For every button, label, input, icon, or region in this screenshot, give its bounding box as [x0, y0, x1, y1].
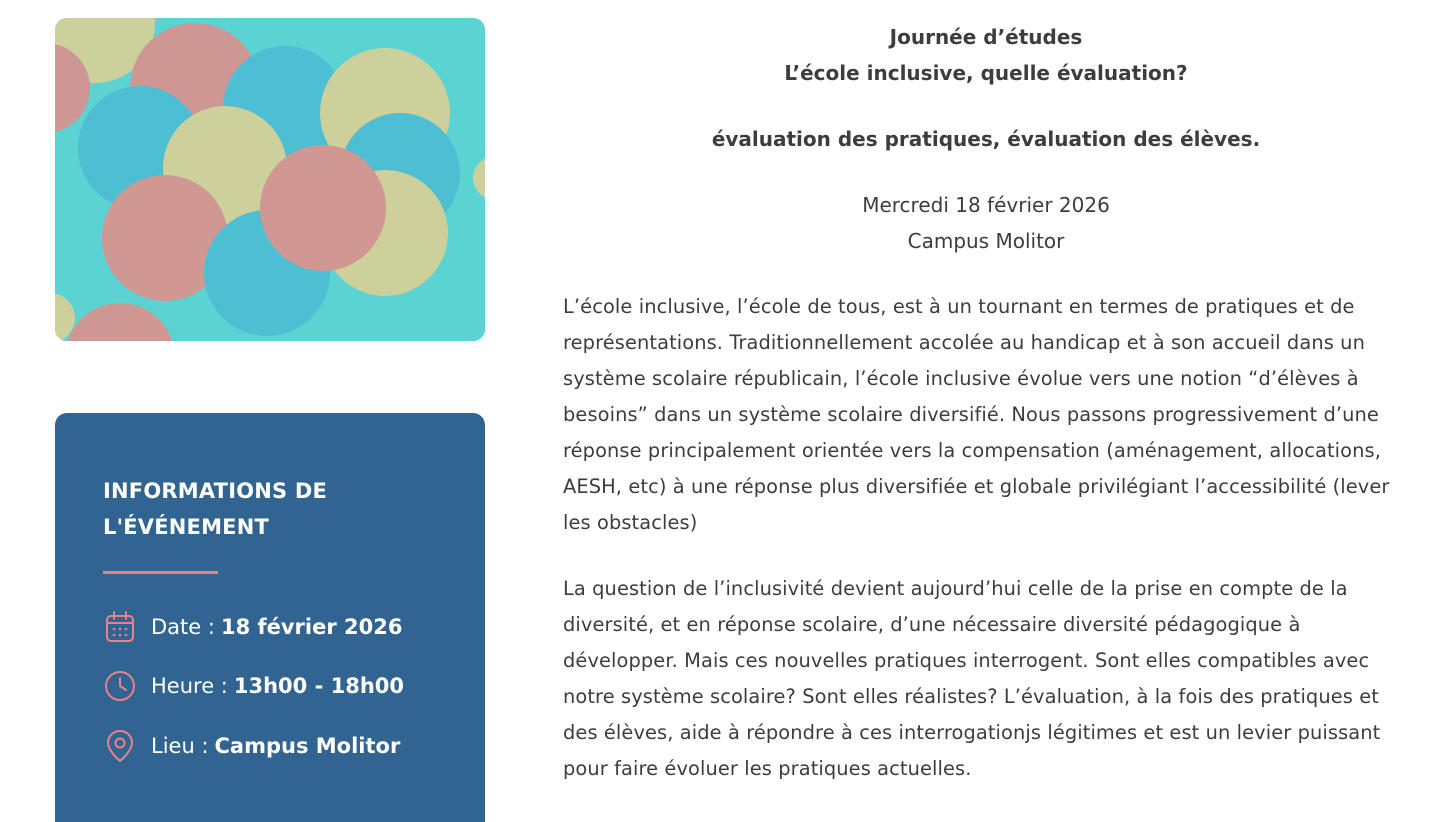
- paragraph: L’école inclusive, l’école de tous, est à un tournant en termes de pratiques et de représentations. Traditionnellement accolée au handicap et à son accueil dans un système scolaire républicain, l’école inclusive évolue vers une notion “d’élèves à besoins” dans un système scolaire diversifié. Nous passons progressivement d’une réponse principalement orientée vers la compensation (aménagement, allocations, AESH, etc) à une réponse plus diversifiée et globale privilégiant l’accessibilité (lever les obstacles): [563, 295, 1390, 534]
- event-kind: Journée d’études: [889, 25, 1083, 49]
- paragraph: La question de l’inclusivité devient aujourd’hui celle de la prise en compte de la diversité, et en réponse scolaire, d’une nécessaire diversité pédagogique à développer. Mais ces nouvelles pratiques interrogent. Sont elles compatibles avec notre système scolaire? Sont elles réalistes? L’évaluation, à la fois des pratiques et des élèves, aide à répondre à ces interrogationjs légitimes et est un levier puissant pour faire évoluer les pratiques actuelles.: [563, 577, 1381, 780]
- calendar-icon: [103, 610, 137, 644]
- info-row-date: [103, 607, 402, 647]
- date-value: 18 février 2026: [220, 615, 403, 639]
- info-card-title: INFORMATIONS DE L'ÉVÉNEMENT: [103, 479, 328, 539]
- time-label: Heure :: [151, 674, 228, 698]
- location-pin-icon: [103, 729, 137, 763]
- event-subtitle: évaluation des pratiques, évaluation des élèves.: [711, 127, 1261, 151]
- time-value: 13h00 - 18h00: [233, 674, 405, 698]
- place-value: Campus Molitor: [214, 734, 401, 758]
- info-card-divider: [103, 571, 218, 574]
- event-place: Campus Molitor: [907, 229, 1065, 253]
- event-info-card: [55, 413, 485, 822]
- info-row-place: [103, 726, 400, 766]
- colored-circles-illustration: [55, 18, 485, 341]
- event-title: L’école inclusive, quelle évaluation?: [784, 61, 1188, 85]
- info-row-time: [103, 666, 404, 706]
- place-label: Lieu :: [151, 734, 209, 758]
- event-description: [563, 18, 1411, 787]
- date-label: Date :: [151, 615, 215, 639]
- event-date: Mercredi 18 février 2026: [862, 193, 1110, 217]
- event-hero-image: [55, 18, 485, 341]
- clock-icon: [103, 669, 137, 703]
- event-header: [563, 19, 1409, 259]
